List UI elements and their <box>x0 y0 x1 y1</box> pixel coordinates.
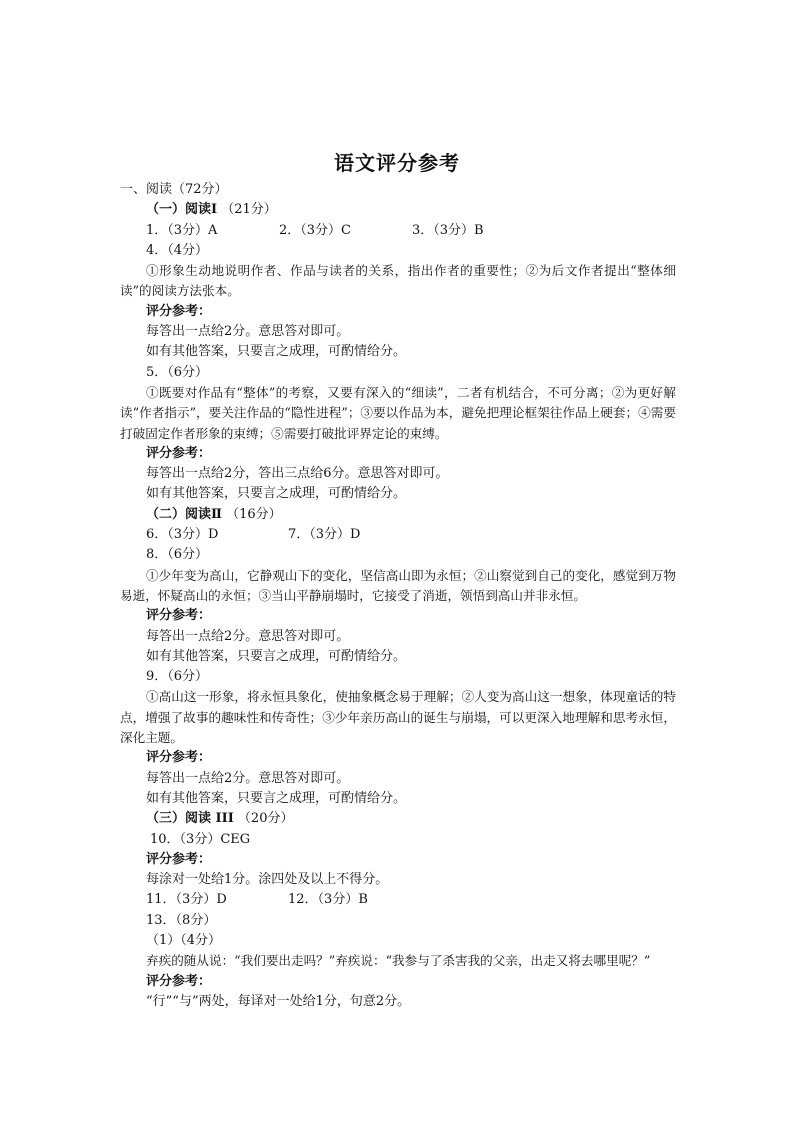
q6-q7-row <box>120 525 676 545</box>
part3-heading-label: （三）阅读 III <box>146 811 234 827</box>
part1-heading-points: （21分） <box>221 202 277 218</box>
q9-answer: ①高山这一形象，将永恒具象化，使抽象概念易于理解；②人变为高山这一想象，体现童话的特点，增强了故事的趣味性和传奇性；③少年亲历高山的诞生与崩塌，可以更深入地理解和思考永恒，深化主题。 <box>120 689 676 746</box>
q3-answer: 3．（3分）B <box>412 222 484 238</box>
part1-heading <box>120 200 676 220</box>
q5-scoring-1: 每答出一点给2分，答出三点给6分。意思答对即可。 <box>146 466 449 482</box>
q8-scoring-label: 评分参考： <box>146 608 212 624</box>
q5-answer: ①既要对作品有“整体”的考察，又要有深入的“细读”，二者有机结合，不可分离；②为更好解读“作者指示”，要关注作品的“隐性进程”；③要以作品为本，避免把理论框架往作品上硬套；④需要打破固定作者形象的束缚；⑤需要打破批评界定论的束缚。 <box>120 384 676 441</box>
part1-heading-label: （一）阅读Ⅰ <box>146 202 218 218</box>
q8-heading: 8．（6分） <box>146 547 209 563</box>
q11-answer: 11．（3分）D <box>146 892 227 908</box>
part2-heading-points: （16分） <box>226 506 282 522</box>
q10-answer: 10．（3分）CEG <box>150 831 251 847</box>
part3-heading-points: （20分） <box>237 811 294 827</box>
q8-scoring-1: 每答出一点给2分。意思答对即可。 <box>146 628 350 644</box>
q13-scoring-1: “行”“与”两处，每译对一处给1分，句意2分。 <box>146 993 411 1009</box>
q13-heading: 13．（8分） <box>146 912 217 928</box>
section-heading-reading: 一、阅读（72分） <box>120 182 228 197</box>
q12-answer: 12．（3分）B <box>288 892 368 908</box>
q2-answer: 2．（3分）C <box>279 222 351 238</box>
q7-answer: 7．（3分）D <box>288 527 361 543</box>
q4-scoring-1: 每答出一点给2分。意思答对即可。 <box>146 324 350 340</box>
part2-heading <box>120 505 676 525</box>
q5-heading: 5．（6分） <box>146 364 209 380</box>
q4-scoring-2: 如有其他答案，只要言之成理，可酌情给分。 <box>146 344 407 360</box>
q5-scoring-2: 如有其他答案，只要言之成理，可酌情给分。 <box>146 486 407 502</box>
q13-sub1-heading: （1）（4分） <box>146 932 222 948</box>
q9-scoring-1: 每答出一点给2分。意思答对即可。 <box>146 770 350 786</box>
q10-scoring-1: 每涂对一处给1分。涂四处及以上不得分。 <box>146 872 389 888</box>
q4-scoring-label: 评分参考： <box>146 303 212 319</box>
q8-answer: ①少年变为高山，它静观山下的变化，坚信高山即为永恒；②山察觉到自己的变化，感觉到万物易逝，怀疑高山的永恒；③当山平静崩塌时，它接受了消逝，领悟到高山并非永恒。 <box>120 567 676 603</box>
q9-scoring-label: 评分参考： <box>146 750 212 766</box>
q4-heading: 4．（4分） <box>146 242 209 258</box>
q1-answer: 1．（3分）A <box>146 222 218 238</box>
q13-sub1-answer: 弃疾的随从说：“我们要出走吗？”弃疾说：“我参与了杀害我的父亲，出走又将去哪里呢？” <box>146 953 651 969</box>
q5-scoring-label: 评分参考： <box>146 445 212 461</box>
q10-scoring-label: 评分参考： <box>146 851 212 867</box>
q4-answer: ①形象生动地说明作者、作品与读者的关系，指出作者的重要性；②为后文作者提出“整体细读”的阅读方法张本。 <box>120 263 676 299</box>
q11-q12-row <box>120 890 676 910</box>
page-title: 语文评分参考 <box>334 151 460 175</box>
q9-scoring-2: 如有其他答案，只要言之成理，可酌情给分。 <box>146 790 407 806</box>
part3-heading <box>120 809 676 829</box>
q13-scoring-label: 评分参考： <box>146 973 212 989</box>
q6-answer: 6．（3分）D <box>146 527 219 543</box>
q8-scoring-2: 如有其他答案，只要言之成理，可酌情给分。 <box>146 648 407 664</box>
part2-heading-label: （二）阅读Ⅱ <box>146 506 222 522</box>
answer-key-content <box>120 180 676 1012</box>
q9-heading: 9．（6分） <box>146 669 209 685</box>
q1-q3-row <box>120 221 676 241</box>
